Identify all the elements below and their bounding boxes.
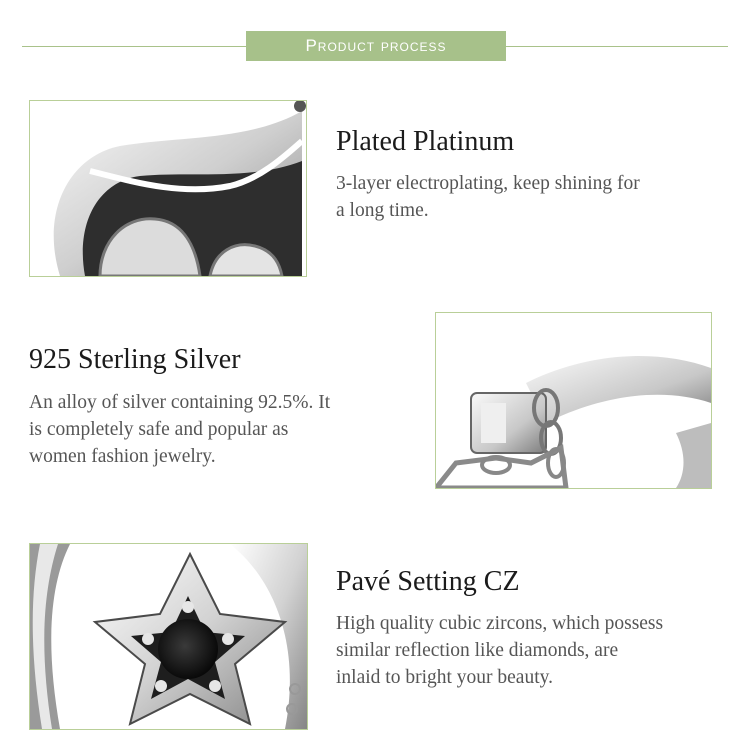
silver-moon-charm-icon	[30, 101, 306, 276]
star-black-zircon-icon	[30, 544, 307, 729]
desc-line: High quality cubic zircons, which possess	[336, 613, 664, 634]
section-title-pave: Pavé Setting CZ	[336, 566, 520, 597]
desc-line: women fashion jewelry.	[29, 446, 216, 467]
silver-chain-clasp-icon	[436, 313, 711, 488]
desc-line: is completely safe and popular as	[29, 419, 289, 440]
product-image-chain	[435, 312, 712, 489]
section-title-silver: 925 Sterling Silver	[29, 344, 241, 375]
divider-right	[506, 46, 728, 47]
banner-title: Product process	[305, 36, 447, 55]
desc-line: similar reflection like diamonds, are	[336, 640, 619, 661]
desc-line: inlaid to bright your beauty.	[336, 667, 553, 688]
desc-line: a long time.	[336, 200, 429, 221]
section-banner	[246, 31, 506, 61]
product-image-moon	[29, 100, 307, 277]
product-image-star	[29, 543, 308, 730]
section-desc-silver	[29, 389, 330, 470]
divider-left	[22, 46, 246, 47]
section-desc-platinum	[336, 170, 640, 224]
section-desc-pave	[336, 610, 663, 691]
desc-line: An alloy of silver containing 92.5%. It	[29, 392, 331, 413]
desc-line: 3-layer electroplating, keep shining for	[336, 173, 640, 194]
section-title-platinum: Plated Platinum	[336, 126, 515, 157]
